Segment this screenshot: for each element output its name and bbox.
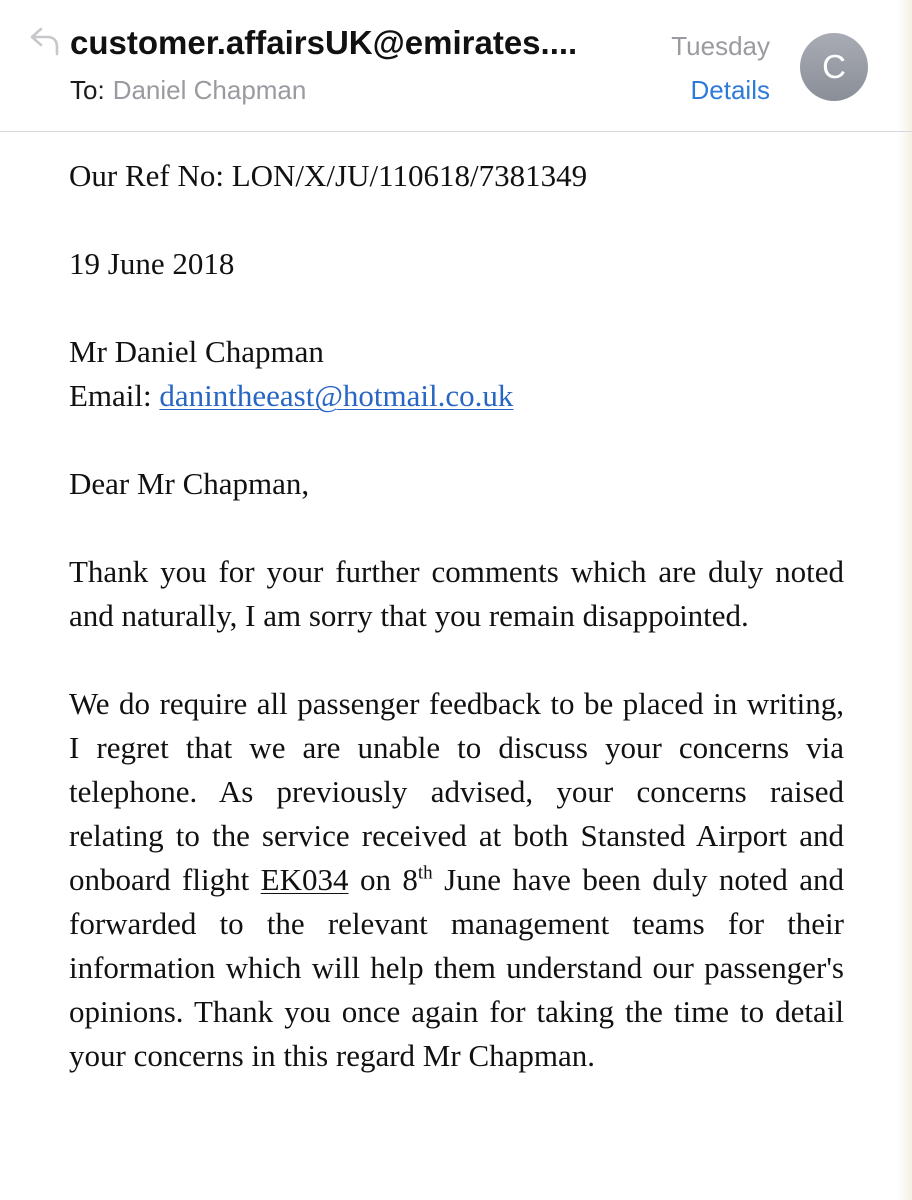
message-body [69, 154, 844, 1078]
paragraph-2 [69, 682, 844, 1078]
paragraph-2-text-a: We do require all passenger feedback to be placed in writing, I regret that we are unable to discuss your concerns via telephone. As previously advised, your concerns raised relating to the service received at both Stansted Airport and onboard flight [69, 686, 844, 897]
reference-number: Our Ref No: LON/X/JU/110618/7381349 [69, 158, 588, 193]
details-link[interactable]: Details [690, 75, 770, 105]
email-link[interactable]: danintheeast@hotmail.co.uk [159, 378, 514, 413]
recipient-line [70, 71, 306, 109]
to-label: To: [70, 75, 105, 105]
paragraph-2-text-b: June have been duly noted and forwarded to the relevant management teams for their information which will help them understand our passenger's opinions. Thank you once again for taking the time to detail your concerns in this regard Mr Chapman. [69, 862, 844, 1073]
letter-date: 19 June 2018 [69, 246, 235, 281]
recipient-name[interactable]: Daniel Chapman [112, 75, 307, 105]
received-date: Tuesday [671, 31, 770, 61]
date-ordinal-suffix: th [417, 862, 433, 884]
email-label: Email: [69, 378, 152, 413]
reply-arrow-icon[interactable] [28, 24, 62, 58]
email-line [69, 374, 844, 418]
flight-number-link[interactable]: EK034 [260, 862, 349, 897]
email-header [0, 0, 912, 132]
sender-address[interactable]: customer.affairsUK@emirates.... [70, 24, 578, 61]
paragraph-2-on: on 8 [359, 862, 418, 897]
recipient-full-name: Mr Daniel Chapman [69, 334, 324, 369]
paragraph-1: Thank you for your further comments which are duly noted and naturally, I am sorry that you remain disappointed. [69, 554, 844, 633]
edge-shadow [898, 0, 912, 1200]
salutation: Dear Mr Chapman, [69, 466, 310, 501]
sender-avatar[interactable]: C [800, 33, 868, 101]
